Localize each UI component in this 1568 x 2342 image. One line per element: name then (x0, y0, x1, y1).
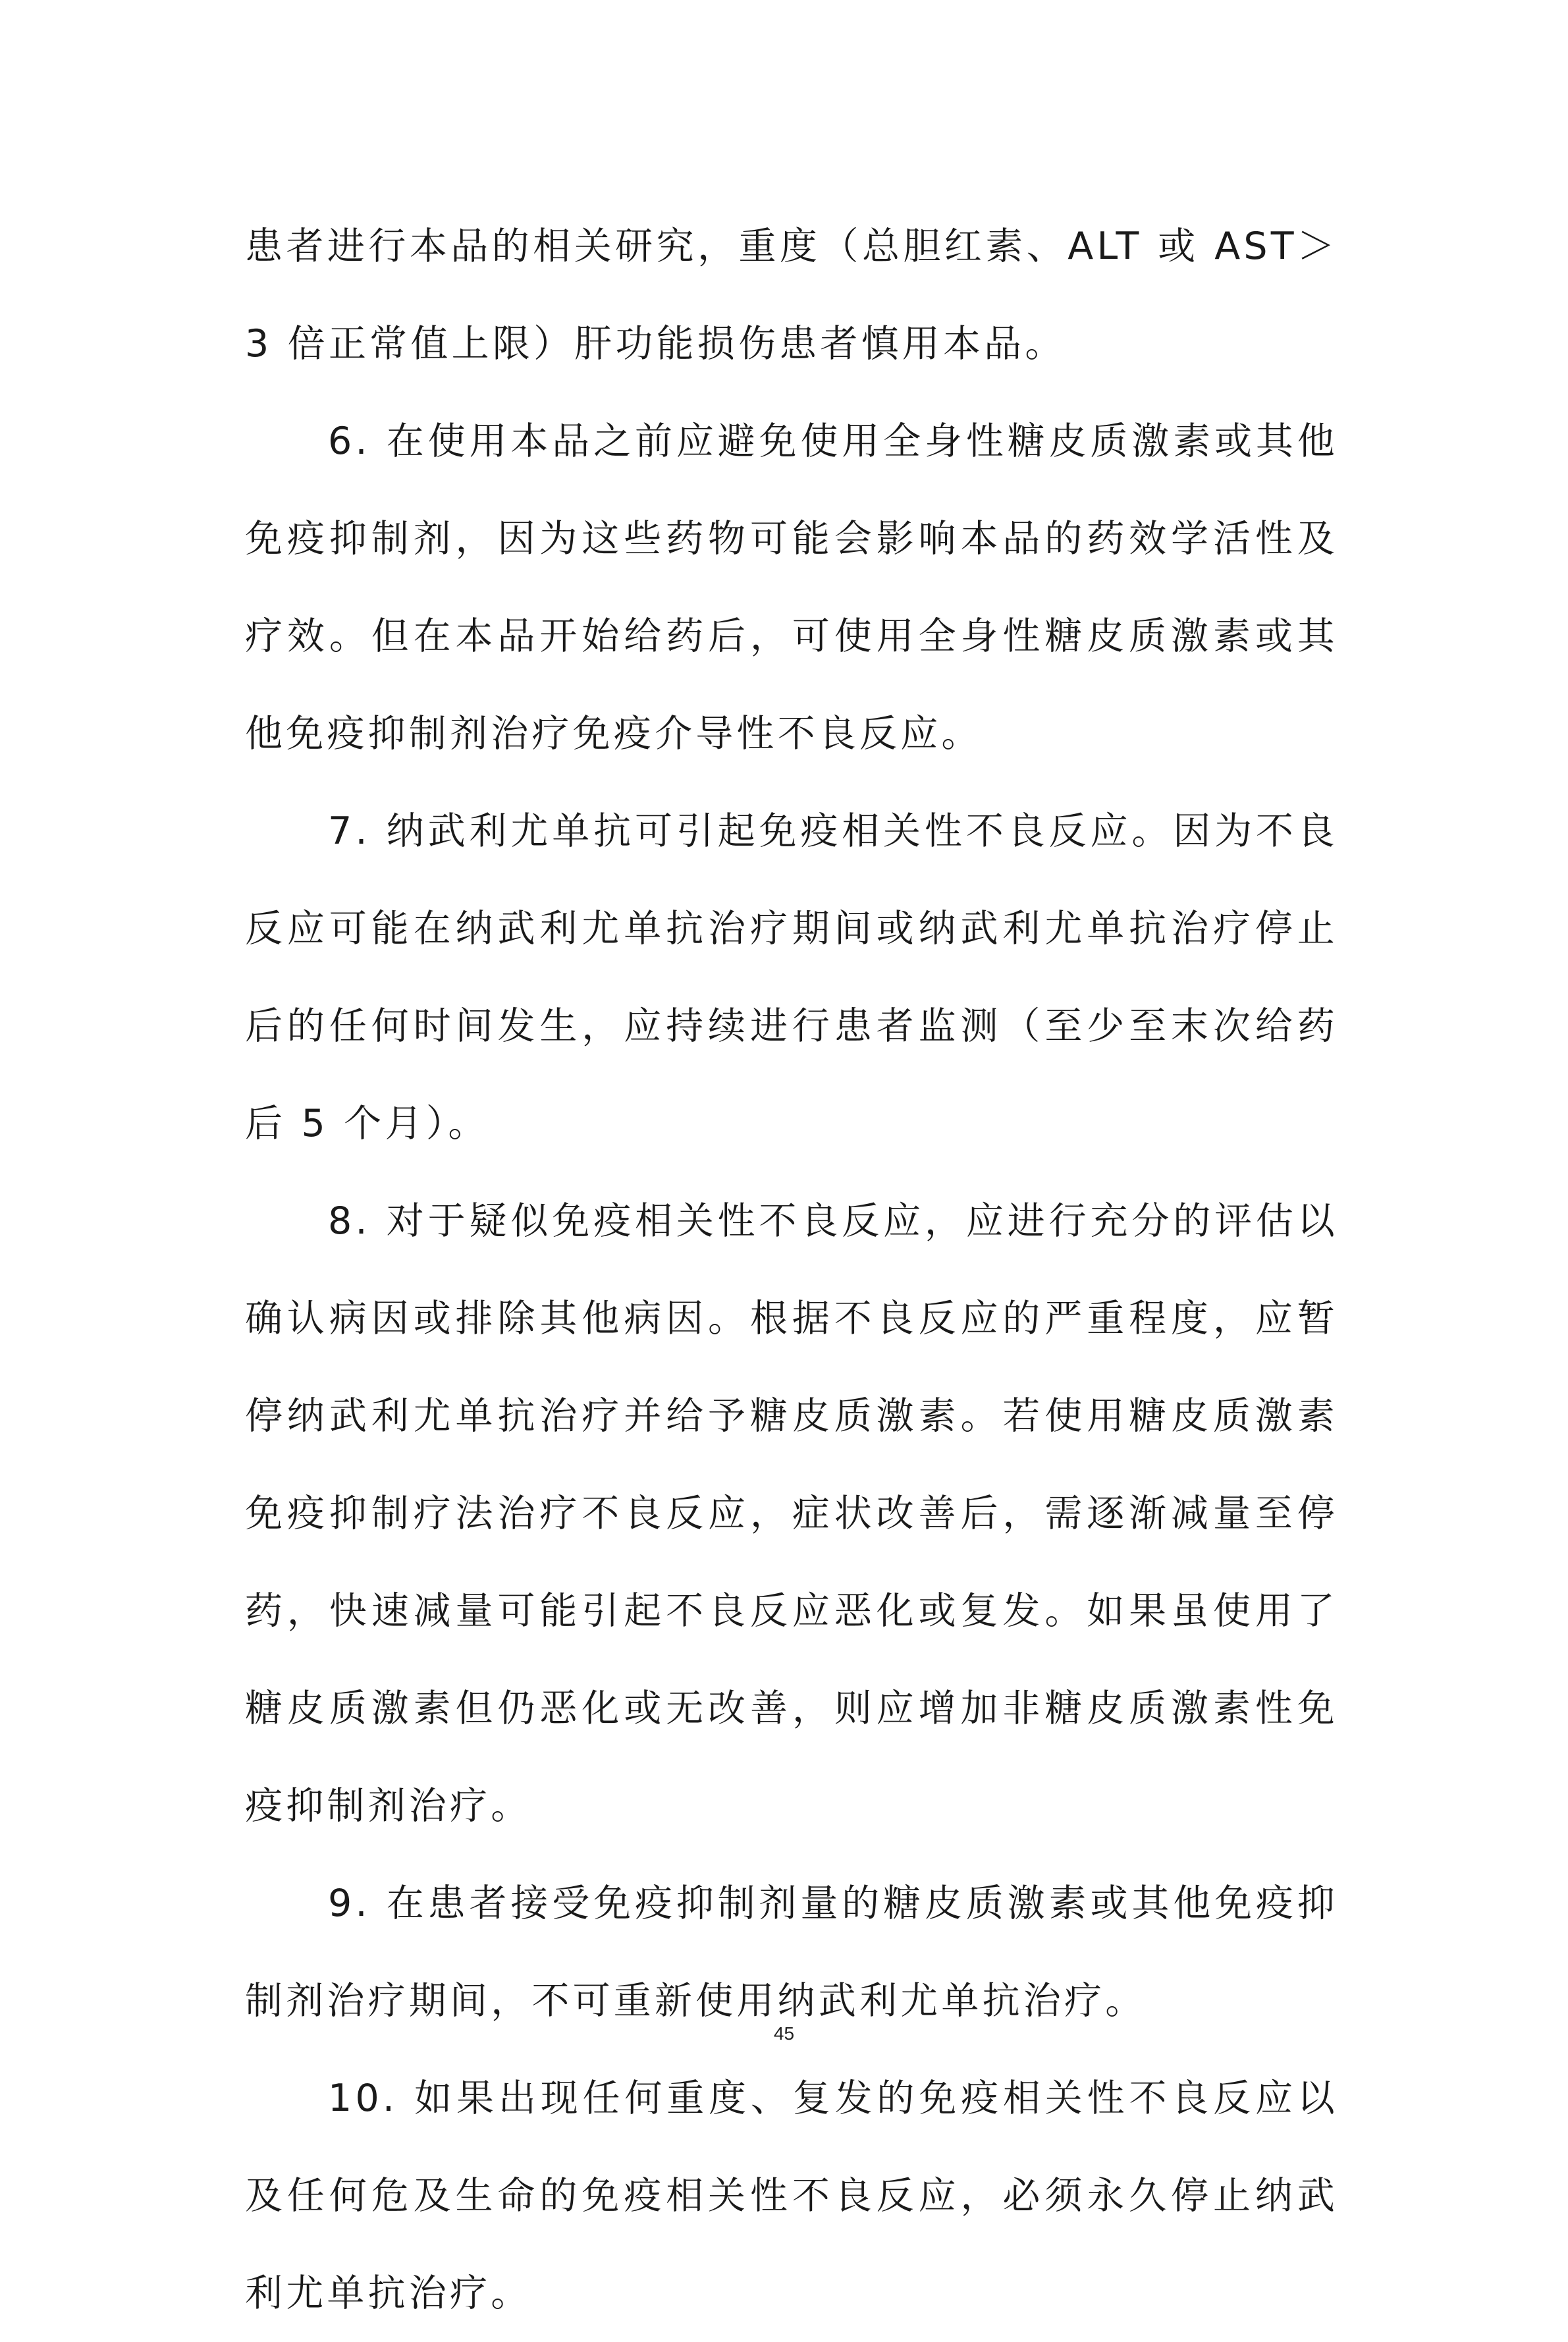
page-number: 45 (773, 2023, 795, 2044)
body-text (245, 198, 1338, 2342)
paragraph-item-6: 6. 在使用本品之前应避免使用全身性糖皮质激素或其他免疫抑制剂，因为这些药物可能会影响本品的药效学活性及疗效。但在本品开始给药后，可使用全身性糖皮质激素或其他免疫抑制剂治疗免疫介导性不良反应。 (245, 420, 1338, 755)
paragraph-item-9: 9. 在患者接受免疫抑制剂量的糖皮质激素或其他免疫抑制剂治疗期间，不可重新使用纳武利尤单抗治疗。 (245, 1882, 1338, 2023)
paragraph-item-7: 7. 纳武利尤单抗可引起免疫相关性不良反应。因为不良反应可能在纳武利尤单抗治疗期间或纳武利尤单抗治疗停止后的任何时间发生，应持续进行患者监测（至少至末次给药后 5 个月）。 (245, 809, 1338, 1145)
paragraph-item-10: 10. 如果出现任何重度、复发的免疫相关性不良反应以及任何危及生命的免疫相关性不良反应，必须永久停止纳武利尤单抗治疗。 (245, 2077, 1338, 2315)
paragraph-continuation: 患者进行本品的相关研究，重度（总胆红素、ALT 或 AST＞3 倍正常值上限）肝功能损伤患者慎用本品。 (245, 225, 1338, 366)
paragraph-item-8: 8. 对于疑似免疫相关性不良反应，应进行充分的评估以确认病因或排除其他病因。根据不良反应的严重程度，应暂停纳武利尤单抗治疗并给予糖皮质激素。若使用糖皮质激素免疫抑制疗法治疗不良反应，症状改善后，需逐渐减量至停药，快速减量可能引起不良反应恶化或复发。如果虽使用了糖皮质激素但仍恶化或无改善，则应增加非糖皮质激素性免疫抑制剂治疗。 (245, 1199, 1338, 1828)
